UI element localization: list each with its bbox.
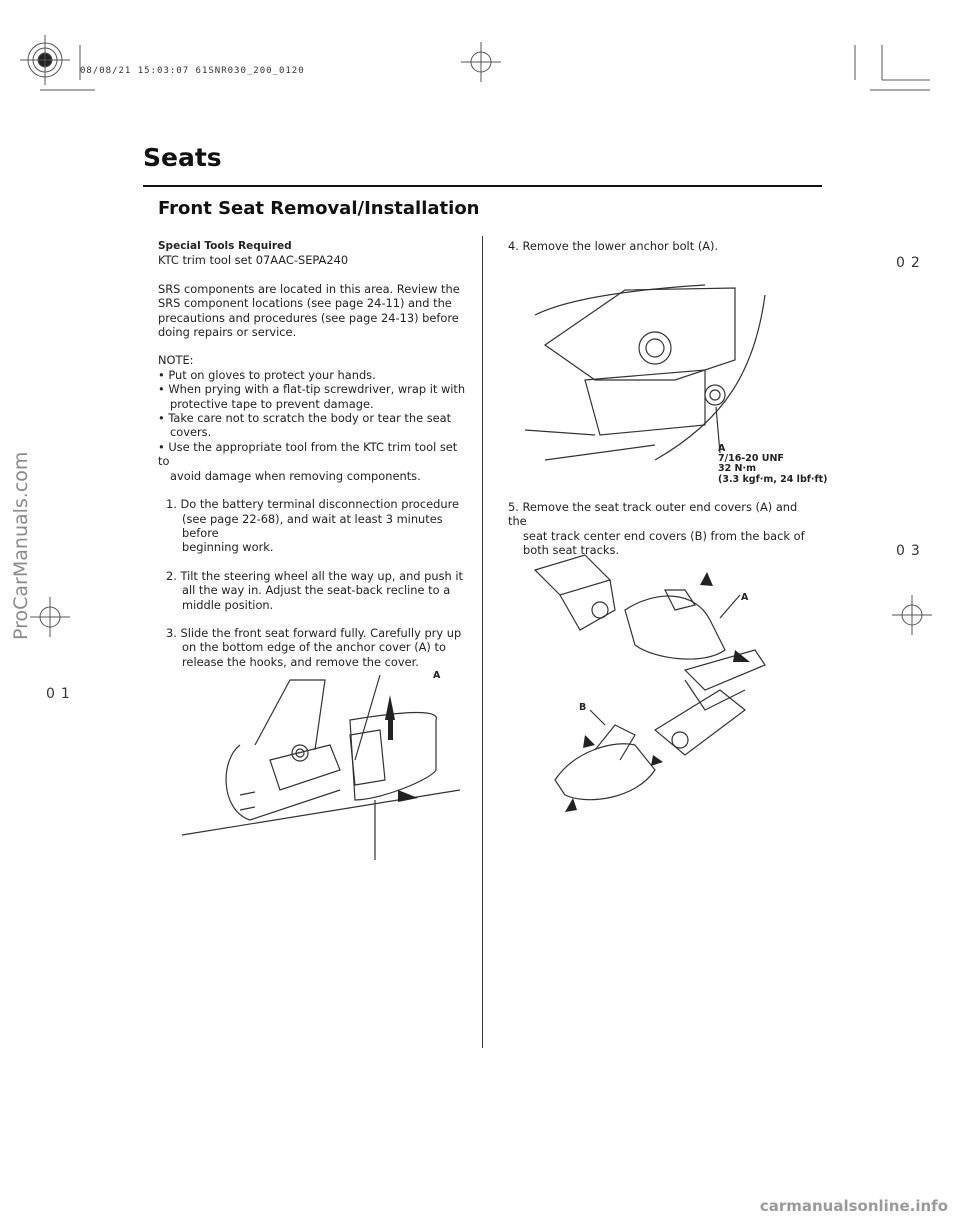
- note-label: NOTE:: [158, 353, 194, 368]
- fig-label-a: A: [433, 670, 441, 681]
- title-rule: [143, 185, 822, 187]
- note-item-cont: avoid damage when removing components.: [170, 468, 421, 483]
- bolt-spec-torque-alt: (3.3 kgf·m, 24 lbf·ft): [718, 474, 828, 485]
- bolt-label-a: A: [718, 443, 726, 454]
- step-line: release the hooks, and remove the cover.: [182, 654, 419, 669]
- srs-note-line: SRS components are located in this area. Review the: [158, 281, 460, 296]
- special-tools-heading: Special Tools Required: [158, 240, 292, 252]
- step-line: 2. Tilt the steering wheel all the way up, and push it: [166, 568, 463, 583]
- srs-note-line: precautions and procedures (see page 24-13) before: [158, 310, 459, 325]
- note-item: • Put on gloves to protect your hands.: [158, 367, 376, 382]
- step-5-line: both seat tracks.: [523, 543, 620, 558]
- step-line: on the bottom edge of the anchor cover (A) to: [182, 640, 446, 655]
- seat-track-covers-illustration: [535, 550, 795, 820]
- side-code: 03: [896, 543, 926, 559]
- tool-text: KTC trim tool set: [158, 253, 253, 268]
- tool-line: [158, 253, 468, 267]
- side-code: 01: [46, 686, 76, 702]
- bolt-spec-thread: 7/16-20 UNF: [718, 453, 784, 464]
- srs-note-line: doing repairs or service.: [158, 325, 297, 340]
- step-5-line: 5. Remove the seat track outer end covers (A) and the: [508, 500, 798, 529]
- fig-label-b-covers: B: [579, 702, 587, 713]
- fig-label-a-covers: A: [741, 592, 749, 603]
- note-item-cont: protective tape to prevent damage.: [170, 396, 374, 411]
- note-item: • Use the appropriate tool from the KTC trim tool set to: [158, 439, 458, 469]
- srs-note-line: SRS component locations (see page 24-11) and the: [158, 296, 452, 311]
- step-5-line: seat track center end covers (B) from the back of: [523, 528, 805, 543]
- side-code: 02: [896, 255, 926, 271]
- step-5: [508, 500, 818, 558]
- step-line: middle position.: [182, 597, 274, 612]
- watermark: ProCarManuals.com: [10, 451, 32, 640]
- note-item: • When prying with a flat-tip screwdriver, wrap it with: [158, 382, 466, 397]
- note-item-cont: covers.: [170, 425, 212, 440]
- anchor-bolt-illustration: [505, 270, 775, 470]
- column-divider: [482, 236, 483, 1048]
- bolt-spec-torque: 32 N·m: [718, 463, 756, 474]
- step-line: all the way in. Adjust the seat-back recline to a: [182, 583, 451, 598]
- footer-watermark: carmanualsonline.info: [759, 1197, 948, 1215]
- print-timestamp: 08/08/21 15:03:07 61SNR030_200_0120: [80, 66, 305, 76]
- left-column: [158, 239, 468, 669]
- step-line: (see page 22-68), and wait at least 3 minutes before: [182, 511, 443, 540]
- note-item: • Take care not to scratch the body or tear the seat: [158, 411, 452, 426]
- page-subtitle: Front Seat Removal/Installation: [158, 198, 480, 219]
- step-4: 4. Remove the lower anchor bolt (A).: [508, 239, 719, 253]
- section-title: Seats: [143, 143, 222, 172]
- tool-code: 07AAC-SEPA240: [255, 253, 349, 268]
- step-line: beginning work.: [182, 540, 274, 555]
- step-line: 3. Slide the front seat forward fully. Carefully pry up: [166, 625, 462, 640]
- step-line: 1. Do the battery terminal disconnection procedure: [166, 497, 460, 512]
